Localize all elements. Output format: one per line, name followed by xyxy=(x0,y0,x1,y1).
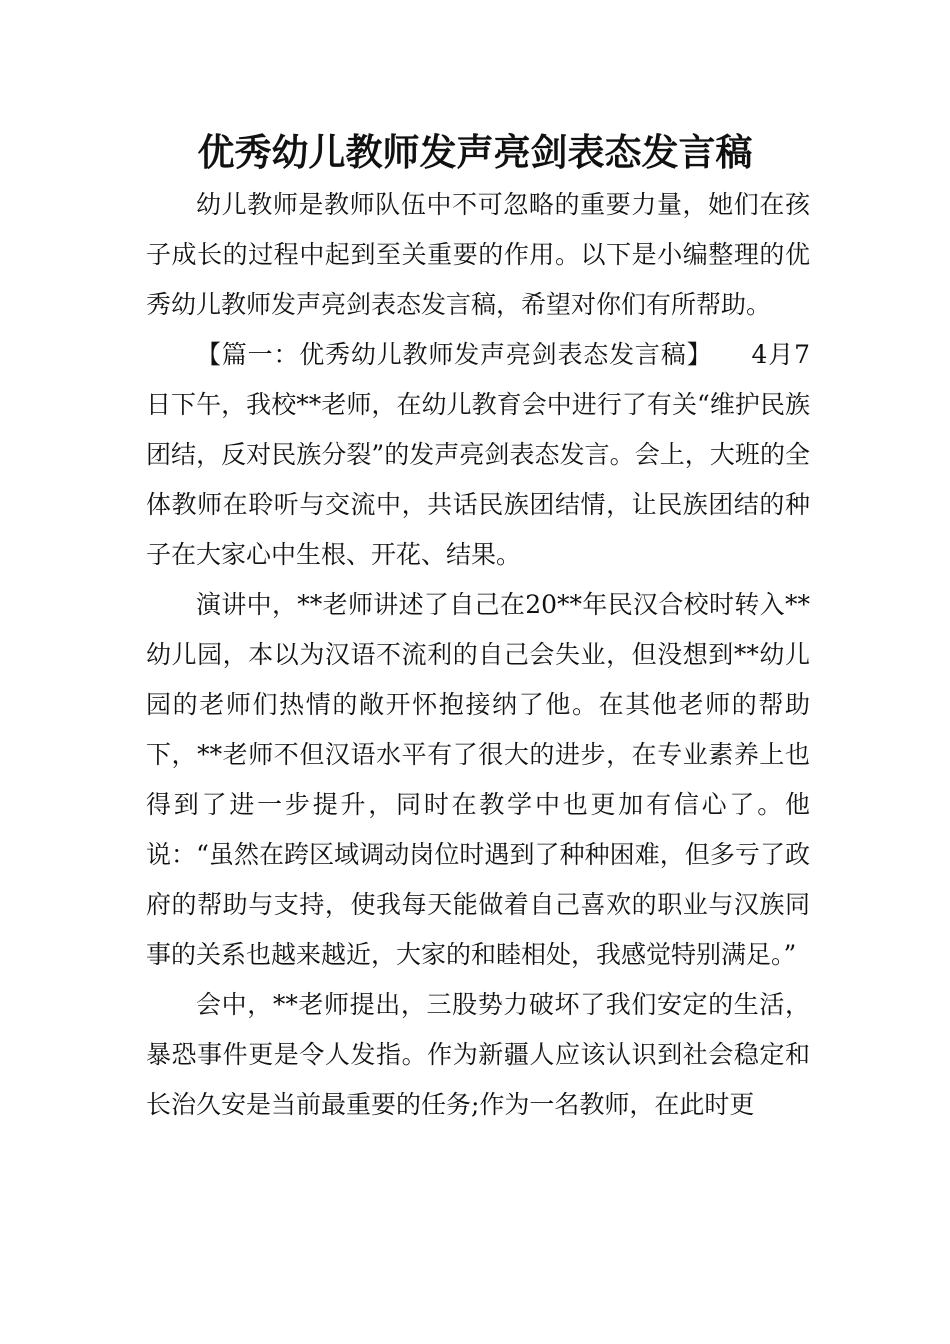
paragraph-intro: 幼儿教师是教师队伍中不可忽略的重要力量，她们在孩子成长的过程中起到至关重要的作用。以下是小编整理的优秀幼儿教师发声亮剑表态发言稿，希望对你们有所帮助。 xyxy=(146,190,810,319)
paragraph-part-one: 【篇一：优秀幼儿教师发声亮剑表态发言稿】 4月7日下午，我校**老师，在幼儿教育会中进行了有关“维护民族团结，反对民族分裂”的发声亮剑表态发言。会上，大班的全体教师在聆听与交流中，共话民族团结情，让民族团结的种子在大家心中生根、开花、结果。 xyxy=(146,340,810,569)
document-body xyxy=(146,180,810,1130)
document-title: 优秀幼儿教师发声亮剑表态发言稿 xyxy=(197,130,753,174)
paragraph-speech: 演讲中，**老师讲述了自己在20**年民汉合校时转入**幼儿园，本以为汉语不流利的自己会失业，但没想到**幼儿园的老师们热情的敞开怀抱接纳了他。在其他老师的帮助下，**老师不但汉语水平有了很大的进步，在专业素养上也得到了进一步提升，同时在教学中也更加有信心了。他说：“虽然在跨区域调动岗位时遇到了种种困难，但多亏了政府的帮助与支持，使我每天能做着自己喜欢的职业与汉族同事的关系也越来越近，大家的和睦相处，我感觉特别满足。” xyxy=(146,590,810,969)
paragraph-meeting: 会中，**老师提出，三股势力破坏了我们安定的生活，暴恐事件更是令人发指。作为新疆人应该认识到社会稳定和长治久安是当前最重要的任务;作为一名教师，在此时更 xyxy=(146,990,810,1119)
